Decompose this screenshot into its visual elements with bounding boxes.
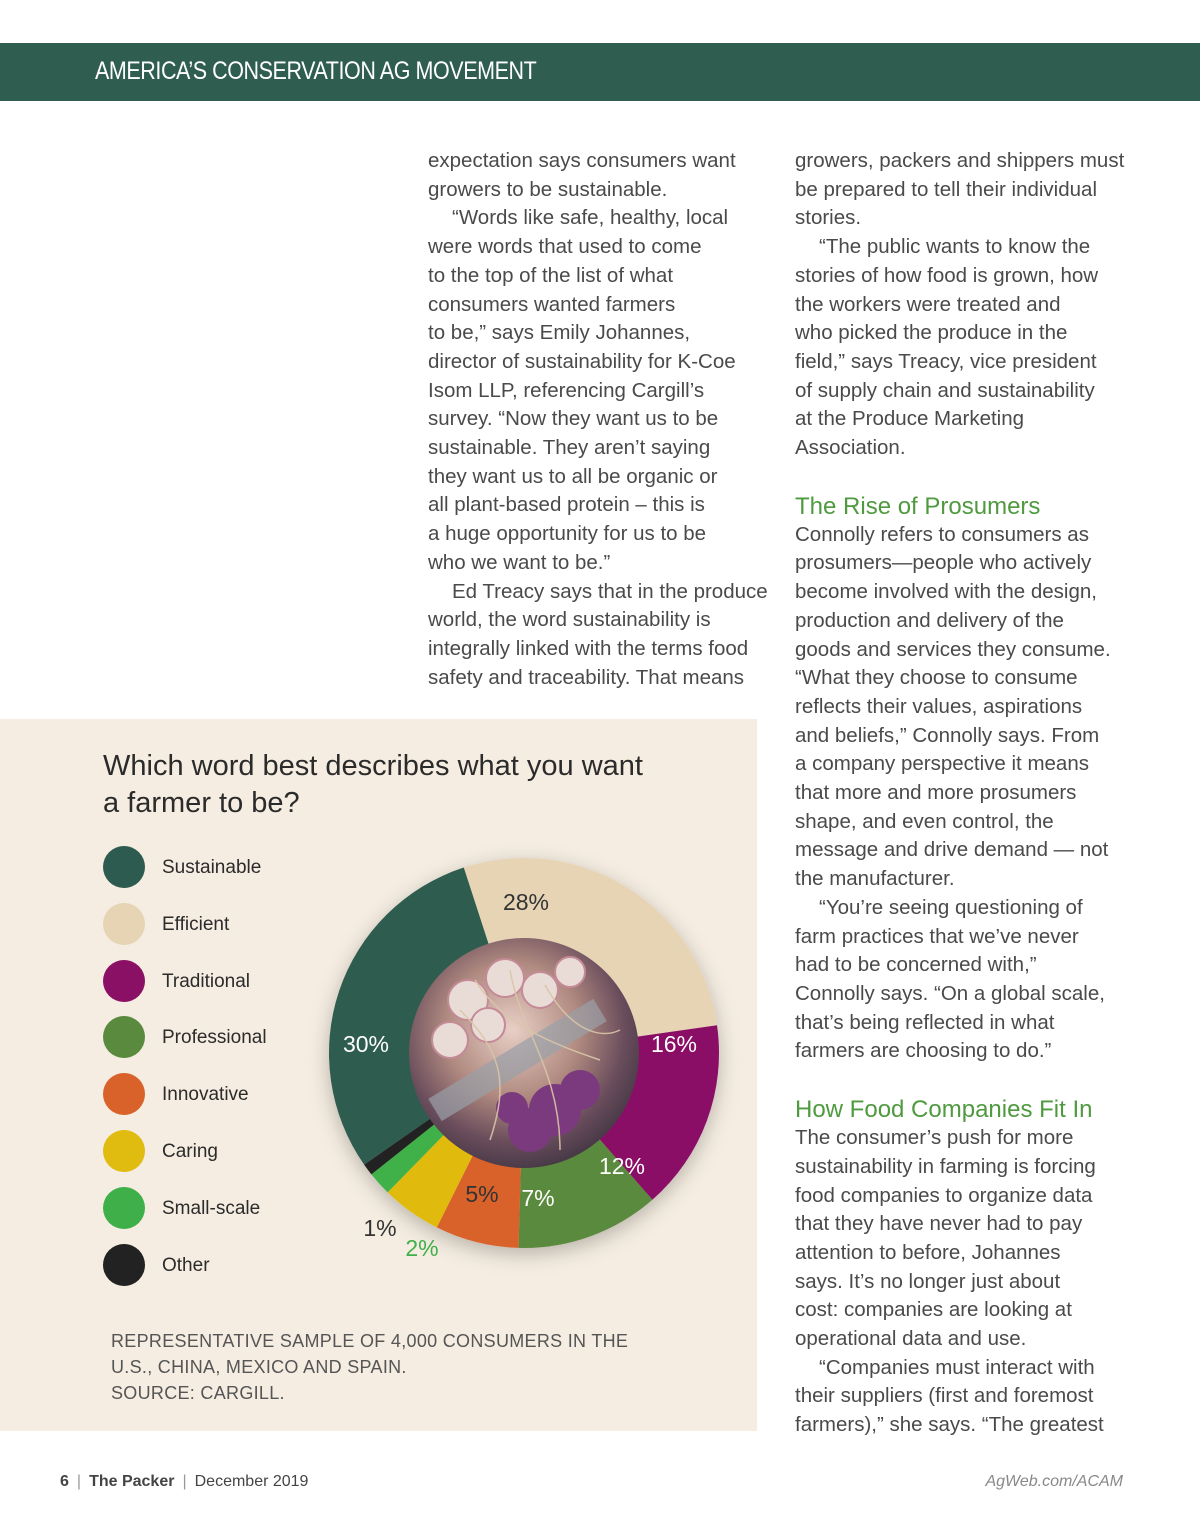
article-line: food companies to organize data — [795, 1183, 1093, 1207]
article-line: that more and more prosumers — [795, 781, 1077, 805]
article-line: had to be concerned with,” — [795, 953, 1037, 977]
source-line: REPRESENTATIVE SAMPLE OF 4,000 CONSUMERS IN THE — [111, 1331, 629, 1351]
article-line: be prepared to tell their individual — [795, 177, 1097, 201]
article-line: farmers),” she says. “The greatest — [795, 1413, 1104, 1437]
article-line: Isom LLP, referencing Cargill’s — [428, 378, 705, 402]
legend-item — [103, 960, 303, 1002]
article-line: world, the word sustainability is — [428, 608, 711, 632]
legend-label: Small-scale — [162, 1197, 261, 1219]
article-column-1 — [428, 147, 768, 692]
article-line: consumers wanted farmers — [428, 292, 676, 316]
article-line: message and drive demand — not — [795, 838, 1109, 862]
article-line: they want us to all be organic or — [428, 464, 718, 488]
article-line: farmers are choosing to do.” — [795, 1039, 1052, 1063]
slice-label: 1% — [363, 1215, 397, 1241]
legend-item — [103, 1073, 303, 1115]
section-banner — [0, 43, 1200, 101]
article-line: become involved with the design, — [795, 580, 1097, 604]
legend-item — [103, 903, 303, 945]
legend-swatch — [103, 1187, 145, 1229]
article-line: and beliefs,” Connolly says. From — [795, 723, 1100, 747]
article-line: director of sustainability for K-Coe — [428, 349, 736, 373]
legend-swatch — [103, 846, 145, 888]
heading-food-companies: How Food Companies Fit In — [795, 1096, 1093, 1124]
article-line: the manufacturer. — [795, 867, 955, 891]
article-line: field,” says Treacy, vice president — [795, 349, 1097, 373]
article-line: the workers were treated and — [795, 292, 1061, 316]
article-line: attention to before, Johannes — [795, 1240, 1061, 1264]
article-line: “Words like safe, healthy, local — [452, 206, 729, 230]
legend-label: Sustainable — [162, 857, 262, 878]
legend-item — [103, 1130, 303, 1172]
article-line: of supply chain and sustainability — [795, 378, 1095, 402]
article-line: says. It’s no longer just about — [795, 1269, 1061, 1293]
legend-swatch — [103, 1244, 145, 1286]
article-line: to the top of the list of what — [428, 263, 674, 287]
slice-label: 7% — [521, 1185, 555, 1211]
article-line: goods and services they consume. — [795, 637, 1111, 661]
legend-swatch — [103, 960, 145, 1002]
article-line: survey. “Now they want us to be — [428, 407, 719, 431]
article-line: that they have never had to pay — [795, 1212, 1083, 1236]
slice-label: 12% — [598, 1153, 646, 1179]
legend-label: Traditional — [162, 970, 251, 992]
article-line: Association. — [795, 436, 906, 460]
slice-label: 28% — [502, 889, 550, 915]
article-line: Ed Treacy says that in the produce — [452, 579, 768, 603]
article-line: who we want to be.” — [428, 550, 611, 574]
article-line: farm practices that we’ve never — [795, 924, 1079, 948]
article-line: who picked the produce in the — [795, 321, 1068, 345]
legend-swatch — [103, 1130, 145, 1172]
article-line: reflects their values, aspirations — [795, 694, 1083, 718]
article-line: a company perspective it means — [795, 752, 1089, 776]
article-line: stories. — [795, 206, 862, 230]
legend-label: Professional — [162, 1027, 267, 1049]
article-line: safety and traceability. That means — [428, 665, 745, 689]
column-2-food — [795, 1124, 1135, 1440]
slice-label: 30% — [342, 1031, 390, 1057]
column-2-intro — [795, 147, 1135, 463]
article-line: prosumers—people who actively — [795, 551, 1092, 575]
article-line: integrally linked with the terms food — [428, 636, 749, 660]
legend-swatch — [103, 903, 145, 945]
article-line: all plant-based protein – this is — [428, 493, 705, 517]
article-line: stories of how food is grown, how — [795, 263, 1099, 287]
footer-left: 6 | The Packer | December 2019 — [60, 1473, 309, 1490]
article-line: “What they choose to consume — [795, 666, 1078, 690]
slice-label: 16% — [650, 1031, 698, 1057]
chart-source — [111, 1328, 628, 1406]
heading-rise-of-prosumers: The Rise of Prosumers — [795, 492, 1041, 520]
article-line: at the Produce Marketing — [795, 407, 1025, 431]
chart-title: Which word best describes what you want a farmer to be? — [103, 750, 643, 819]
legend-swatch — [103, 1073, 145, 1115]
article-line: The consumer’s push for more — [795, 1126, 1074, 1150]
article-line: that’s being reflected in what — [795, 1010, 1055, 1034]
issue-date: December 2019 — [194, 1473, 309, 1490]
legend-item — [103, 1244, 303, 1286]
legend-item — [103, 846, 303, 888]
article-line: operational data and use. — [795, 1327, 1027, 1351]
legend-label: Innovative — [162, 1084, 249, 1106]
article-line: growers, packers and shippers must — [795, 149, 1125, 172]
legend-swatch — [103, 1016, 145, 1058]
article-line: shape, and even control, the — [795, 809, 1054, 833]
publication-name: The Packer — [89, 1473, 175, 1490]
section-title: AMERICA’S CONSERVATION AG MOVEMENT — [95, 57, 537, 85]
article-line: were words that used to come — [428, 235, 702, 259]
article-line: “Companies must interact with — [819, 1355, 1095, 1379]
column-2-prosumers — [795, 521, 1135, 1066]
article-line: their suppliers (first and foremost — [795, 1384, 1094, 1408]
slice-label: 5% — [465, 1181, 499, 1207]
legend-label: Caring — [162, 1141, 218, 1162]
source-line: U.S., CHINA, MEXICO AND SPAIN. — [111, 1357, 407, 1377]
article-line: “You’re seeing questioning of — [819, 895, 1083, 919]
article-line: growers to be sustainable. — [428, 177, 668, 201]
article-line: to be,” says Emily Johannes, — [428, 321, 691, 345]
article-line: “The public wants to know the — [819, 235, 1091, 259]
article-line: sustainability in farming is forcing — [795, 1154, 1096, 1178]
article-line: production and delivery of the — [795, 608, 1064, 632]
article-line: expectation says consumers want — [428, 149, 736, 172]
article-line: sustainable. They aren’t saying — [428, 436, 711, 460]
produce-photo — [409, 938, 639, 1168]
footer-url[interactable]: AgWeb.com/ACAM — [985, 1473, 1123, 1490]
article-line: a huge opportunity for us to be — [428, 522, 707, 546]
article-line: cost: companies are looking at — [795, 1298, 1072, 1322]
legend-label: Other — [162, 1254, 210, 1276]
source-line: SOURCE: CARGILL. — [111, 1383, 285, 1403]
legend-item — [103, 1187, 303, 1229]
slice-label: 2% — [405, 1235, 439, 1261]
pie-chart — [300, 880, 760, 1300]
legend-label: Efficient — [162, 913, 230, 935]
article-line: Connolly refers to consumers as — [795, 522, 1089, 546]
article-line: Connolly says. “On a global scale, — [795, 981, 1105, 1005]
page-number: 6 — [60, 1473, 69, 1490]
legend-item — [103, 1016, 303, 1058]
article-column-2 — [795, 147, 1135, 1440]
